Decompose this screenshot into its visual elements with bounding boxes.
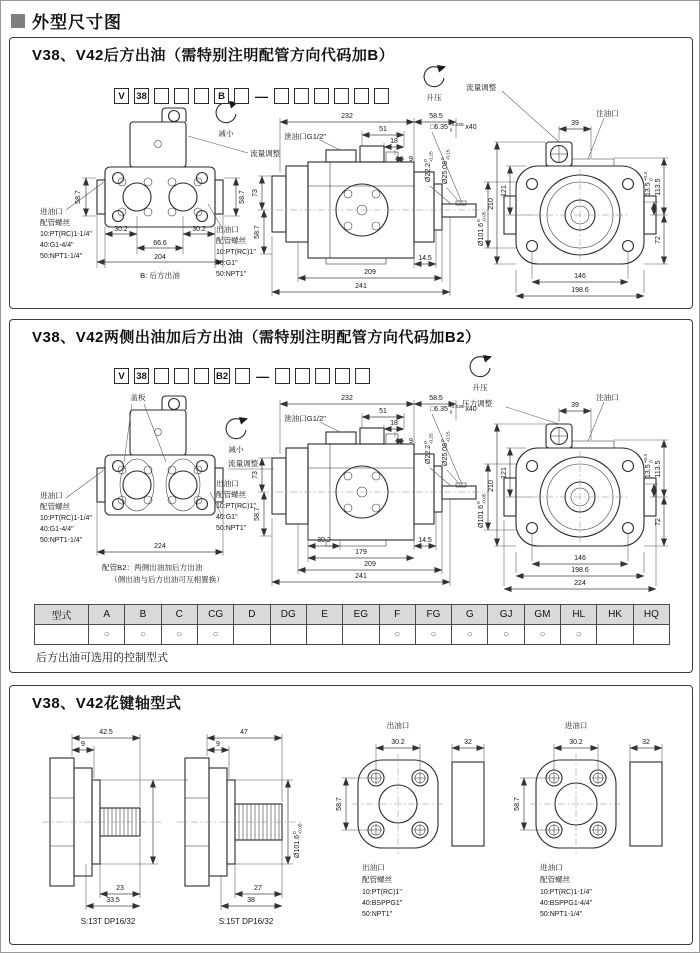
code-box: [354, 88, 369, 104]
code-box: [234, 88, 249, 104]
dim-73: 73: [252, 189, 259, 197]
dim-58-7: 58.7: [336, 797, 343, 811]
mark-cell: ○: [524, 625, 560, 645]
code-box: [374, 88, 389, 104]
outlet-flange-view: [336, 720, 484, 918]
code-dash: —: [255, 88, 268, 104]
pump-front-view: [40, 101, 281, 280]
dim-9: 9: [409, 438, 413, 445]
table-header-row: [35, 605, 670, 625]
code-box: [275, 368, 290, 384]
col-header: FG: [415, 605, 451, 625]
mark-cell: ○: [415, 625, 451, 645]
mark-cell: ○: [379, 625, 415, 645]
dim-39: 39: [571, 120, 579, 127]
inlet-thread-label: 配管螺丝: [540, 875, 571, 884]
b2-caption-line1: 配管B2：两侧出油加后方出油: [102, 563, 203, 572]
code-box: 38: [134, 88, 149, 104]
outlet-port-label: 出油口: [216, 479, 239, 488]
dim-13-5: $13.5^{+0.3}0$: [644, 453, 655, 478]
control-type-table: [34, 604, 670, 645]
dim-51: 51: [379, 408, 387, 415]
outlet-flange-header: 出油口: [386, 721, 410, 730]
dim-204: 204: [154, 254, 166, 261]
dim-dia-25-08: Ø25.08$^0$-0.15: [441, 149, 452, 184]
outlet-thread-50: 50:NPT1": [362, 911, 393, 918]
inlet-thread-10: 10:PT(RC)1-1/4": [40, 515, 92, 522]
flow-adjust-label: 流量调整: [250, 149, 281, 158]
panel3-drawings: [10, 686, 694, 946]
mark-cell: ○: [197, 625, 233, 645]
table-mark-row: [35, 625, 670, 645]
dim-146: 146: [574, 555, 586, 562]
col-header: CG: [197, 605, 233, 625]
dim-30-2-left: 30.2: [114, 226, 128, 233]
boost-label: 升压: [426, 93, 442, 102]
inlet-thread-10: 10:PT(RC)1-1/4": [40, 231, 92, 238]
decrease-label: 减小: [228, 445, 244, 454]
fill-port-label: 注油口: [596, 393, 619, 402]
panel1-model-code: [114, 88, 389, 104]
dim-241: 241: [355, 573, 367, 580]
dim-dia-22-2: Ø22.2$^0$-0.25: [424, 433, 435, 464]
col-header: HL: [561, 605, 597, 625]
dim-58-5: 58.5: [429, 395, 443, 402]
mark-cell: ○: [125, 625, 161, 645]
outlet-port-label: 出油口: [216, 225, 239, 234]
flow-adjust-label: 流量调整: [228, 459, 259, 468]
code-box: [274, 88, 289, 104]
inlet-flange-view: [514, 720, 662, 918]
dim-dia-101-6: Ø101.6$^0$-0.05: [477, 493, 488, 528]
code-box: [335, 368, 350, 384]
panel1-title: V38、V42后方出油（需特别注明配管方向代码加B）: [32, 47, 395, 64]
dim-121: 121: [501, 467, 508, 479]
code-box: [174, 368, 189, 384]
shaft13-caption: S:13T DP16/32: [80, 917, 136, 926]
rear-adjust-label: 流量调整: [466, 83, 497, 92]
header-bullet-square: [11, 14, 25, 28]
dim-dia-22-2: Ø22.2$^0$-0.25: [424, 151, 435, 182]
shaft15-caption: S:15T DP16/32: [218, 917, 274, 926]
outlet-thread-label: 配管螺丝: [216, 236, 247, 245]
outlet-thread-label: 配管螺丝: [362, 875, 393, 884]
mark-cell: ○: [161, 625, 197, 645]
outlet-thread-40: 40:BSPPG1": [362, 900, 403, 907]
dim-113-5: 113.5: [655, 178, 662, 196]
panel2-title: V38、V42两侧出油加后方出油（需特别注明配管方向代码加B2）: [32, 329, 481, 346]
inlet-port-label: 进油口: [540, 863, 563, 872]
cover-plate-label: 盖板: [130, 393, 146, 402]
code-box: [334, 88, 349, 104]
dim-38: 38: [247, 897, 255, 904]
outlet-thread-40: 40:G1": [216, 260, 238, 267]
code-box: [174, 88, 189, 104]
dim-209: 209: [364, 269, 376, 276]
dim-30-2: 30.2: [317, 537, 331, 544]
dim-32: 32: [464, 739, 472, 746]
col-header: 型式: [35, 605, 89, 625]
dim-58-7-left: 58.7: [75, 190, 82, 204]
dim-9: 9: [409, 156, 413, 163]
outlet-thread-label: 配管螺丝: [216, 490, 247, 499]
drain-port-label: 泄油口G1/2": [284, 132, 326, 141]
inlet-thread-50: 50:NPT1-1/4": [40, 253, 83, 260]
outlet-thread-50: 50:NPT1": [216, 525, 247, 532]
mark-cell: [234, 625, 270, 645]
dim-9: 9: [216, 741, 220, 748]
pump-side-view: [252, 113, 488, 296]
code-box: [295, 368, 310, 384]
mark-cell: ○: [561, 625, 597, 645]
spline-shaft-13t: [42, 729, 188, 926]
outlet-thread-10: 10:PT(RC)1": [216, 503, 256, 510]
col-header: D: [234, 605, 270, 625]
dim-dia-101-6: Ø101.6$^0$-0.05: [477, 211, 488, 246]
dim-47: 47: [240, 729, 248, 736]
inlet-thread-10: 10:PT(RC)1-1/4": [540, 889, 592, 896]
inlet-thread-40: 40:BSPPG1-4/4": [540, 900, 593, 907]
b2-caption-line2: （侧出油与后方出油可互相置换）: [110, 575, 224, 584]
code-box: [154, 368, 169, 384]
panel1-drawings: [10, 38, 694, 310]
dim-dia-25-08: Ø25.08$^0$-0.15: [441, 431, 452, 466]
col-header: HQ: [633, 605, 669, 625]
dim-72: 72: [655, 236, 662, 244]
dim-224: 224: [154, 543, 166, 550]
dim-66-6: 66.6: [153, 240, 167, 247]
inlet-flange-header: 进油口: [564, 721, 588, 730]
code-box: 38: [134, 368, 149, 384]
pump-side-view-b2: [252, 395, 488, 586]
dim-224: 224: [574, 580, 586, 587]
dim-key-6-35: $□6.35^{+0.025}$ 0 x40: [430, 123, 477, 134]
panel2-model-code: [114, 368, 370, 384]
panel2-drawings: [10, 320, 694, 600]
code-box: B: [214, 88, 229, 104]
code-box: [294, 88, 309, 104]
table-caption: 后方出油可选用的控制型式: [36, 652, 168, 664]
dim-113-5: 113.5: [655, 460, 662, 478]
col-header: B: [125, 605, 161, 625]
outlet-port-label: 出油口: [362, 863, 385, 872]
mark-cell: [35, 625, 89, 645]
dim-241: 241: [355, 283, 367, 290]
pump-rear-view-b2: [430, 355, 668, 589]
dim-14-5: 14.5: [418, 255, 432, 262]
inlet-port-label: 进油口: [40, 207, 63, 216]
code-box: V: [114, 88, 129, 104]
mark-cell: [270, 625, 306, 645]
panel-spline-shaft: [9, 685, 693, 945]
dim-18: 18: [390, 420, 398, 427]
code-box: [194, 88, 209, 104]
inlet-thread-label: 配管螺丝: [40, 502, 71, 511]
code-box: [315, 368, 330, 384]
col-header: C: [161, 605, 197, 625]
code-box: V: [114, 368, 129, 384]
dim-9: 9: [81, 741, 85, 748]
col-header: G: [452, 605, 488, 625]
dim-14-5: 14.5: [418, 537, 432, 544]
mark-cell: ○: [89, 625, 125, 645]
dim-58-7-side: 58.7: [254, 507, 261, 521]
dim-58-5: 58.5: [429, 113, 443, 120]
boost-label: 升压: [472, 383, 488, 392]
front-caption: B: 后方出油: [140, 271, 180, 280]
col-header: DG: [270, 605, 306, 625]
col-header: GJ: [488, 605, 524, 625]
code-box: B2: [214, 368, 230, 384]
drain-port-label: 泄油口G1/2": [284, 414, 326, 423]
inlet-port-label: 进油口: [40, 491, 63, 500]
dim-58-7-right: 58.7: [239, 190, 246, 204]
dim-30-2: 30.2: [391, 739, 405, 746]
dim-30-2: 30.2: [569, 739, 583, 746]
col-header: GM: [524, 605, 560, 625]
panel3-title: V38、V42花键轴型式: [32, 695, 182, 712]
dim-73: 73: [252, 471, 259, 479]
inlet-thread-50: 50:NPT1-1/4": [540, 911, 583, 918]
dim-72: 72: [655, 518, 662, 526]
mark-cell: [343, 625, 379, 645]
dim-13-5: $13.5^{+0.3}0$: [644, 171, 655, 196]
dim-33-5: 33.5: [106, 897, 120, 904]
col-header: F: [379, 605, 415, 625]
code-box: [194, 368, 209, 384]
col-header: A: [89, 605, 125, 625]
code-box: [154, 88, 169, 104]
panel-rear-outlet: [9, 37, 693, 309]
mark-cell: ○: [488, 625, 524, 645]
dim-198-6: 198.6: [571, 567, 589, 574]
code-box: [314, 88, 329, 104]
dim-23: 23: [116, 885, 124, 892]
mark-cell: [597, 625, 633, 645]
outlet-thread-50: 50:NPT1": [216, 271, 247, 278]
panel-side-rear-outlet: [9, 319, 693, 673]
page-title: 外型尺寸图: [32, 13, 122, 32]
dim-27: 27: [254, 885, 262, 892]
page-header: [11, 8, 122, 33]
dim-42-5: 42.5: [99, 729, 113, 736]
inlet-thread-40: 40:G1-4/4": [40, 526, 74, 533]
col-header: EG: [343, 605, 379, 625]
dim-30-2-right: 30.2: [192, 226, 206, 233]
fill-port-label: 注油口: [596, 109, 619, 118]
dim-58-7: 58.7: [514, 797, 521, 811]
inlet-thread-50: 50:NPT1-1/4": [40, 537, 83, 544]
decrease-label: 减小: [218, 129, 234, 138]
dim-209: 209: [364, 561, 376, 568]
inlet-thread-label: 配管螺丝: [40, 218, 71, 227]
dim-210: 210: [488, 480, 495, 492]
code-dash: —: [256, 368, 270, 384]
dim-dia-101-6: Ø101.6$^0$-0.05: [293, 823, 304, 858]
dim-51: 51: [379, 126, 387, 133]
dim-179: 179: [355, 549, 367, 556]
dim-121: 121: [501, 185, 508, 197]
dim-232: 232: [341, 113, 353, 120]
dim-58-7-side: 58.7: [254, 225, 261, 239]
dim-232: 232: [341, 395, 353, 402]
dim-32: 32: [642, 739, 650, 746]
spline-shaft-15t: [177, 729, 304, 926]
code-box: [235, 368, 250, 384]
col-header: E: [306, 605, 342, 625]
dim-198-6: 198.6: [571, 287, 589, 294]
outlet-thread-10: 10:PT(RC)1": [362, 889, 402, 896]
outlet-thread-40: 40:G1": [216, 514, 238, 521]
pump-front-view-b2: [40, 392, 274, 584]
dim-key-6-35: $□6.35^{+0.025}$ 0 x40: [430, 405, 477, 416]
inlet-thread-40: 40:G1-4/4": [40, 242, 74, 249]
mark-cell: ○: [452, 625, 488, 645]
dim-146: 146: [574, 273, 586, 280]
pressure-adjust-label: 压力调整: [462, 399, 493, 408]
dim-39: 39: [571, 402, 579, 409]
dim-18: 18: [390, 138, 398, 145]
mark-cell: [306, 625, 342, 645]
pump-rear-view: [424, 65, 668, 296]
col-header: HK: [597, 605, 633, 625]
outlet-thread-10: 10:PT(RC)1": [216, 249, 256, 256]
code-box: [355, 368, 370, 384]
mark-cell: [633, 625, 669, 645]
dim-210: 210: [488, 198, 495, 210]
